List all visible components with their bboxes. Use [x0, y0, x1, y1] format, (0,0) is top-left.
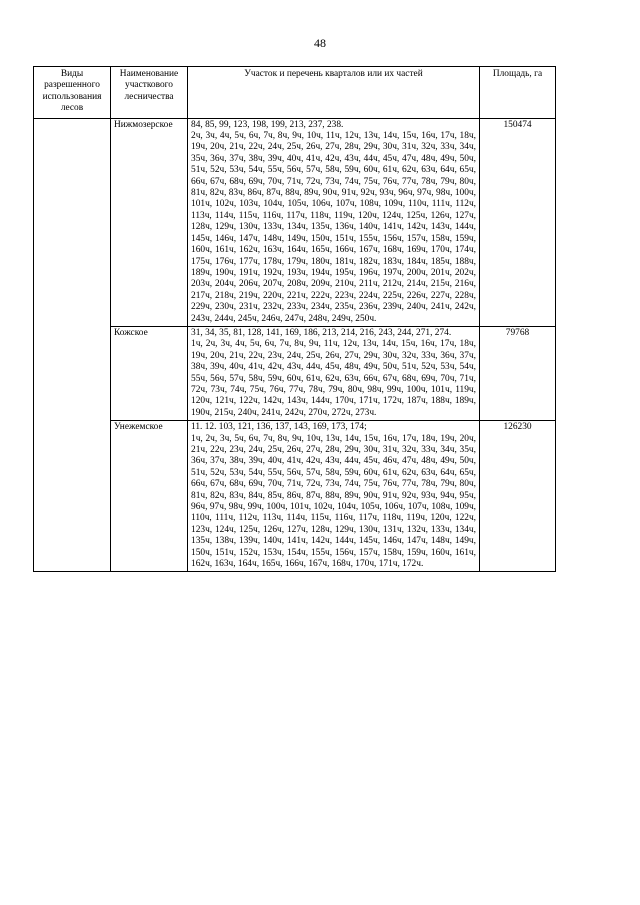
header-quarters-list: Участок и перечень кварталов или их частей [188, 67, 480, 119]
partial-quarters-text: 1ч, 2ч, 3ч, 5ч, 6ч, 7ч, 8ч, 9ч, 10ч, 13ч, 14ч, 15ч, 16ч, 17ч, 18ч, 19ч, 20ч, 21ч, 22ч, 23ч, 24ч, 25ч, 26ч, 27ч, 28ч, 29ч, 30ч, 31ч, 32ч, 33ч, 34ч, 35ч, 36ч, 37ч, 38ч, 39ч, 40ч, 41ч, 42ч, 43ч, 44ч, 45ч, 46ч, 47ч, 48ч, 49ч, 50ч, 51ч, 52ч, 53ч, 54ч, 55ч, 56ч, 57ч, 58ч, 59ч, 60ч, 61ч, 62ч, 63ч, 64ч, 65ч, 66ч, 67ч, 68ч, 69ч, 70ч, 71ч, 72ч, 73ч, 74ч, 75ч, 76ч, 77ч, 78ч, 79ч, 80ч, 81ч, 82ч, 83ч, 84ч, 85ч, 86ч, 87ч, 88ч, 89ч, 90ч, 91ч, 92ч, 93ч, 94ч, 95ч, 96ч, 97ч, 98ч, 99ч, 100ч, 101ч, 102ч, 104ч, 105ч, 106ч, 107ч, 108ч, 109ч, 110ч, 111ч, 112ч, 113ч, 114ч, 115ч, 116ч, 117ч, 118ч, 119ч, 120ч, 122ч, 123ч, 124ч, 125ч, 126ч, 127ч, 128ч, 129ч, 130ч, 131ч, 132ч, 133ч, 134ч, 135ч, 138ч, 139ч, 140ч, 141ч, 142ч, 144ч, 145ч, 146ч, 147ч, 148ч, 149ч, 150ч, 151ч, 152ч, 153ч, 154ч, 155ч, 156ч, 157ч, 158ч, 159ч, 160ч, 161ч, 162ч, 163ч, 164ч, 165ч, 166ч, 167ч, 168ч, 170ч, 171ч, 172ч. [191, 433, 476, 570]
table-header-row [34, 67, 556, 119]
forestry-name-cell: Унежемское [111, 421, 188, 572]
forest-quarters-table [33, 66, 556, 572]
page-number: 48 [314, 36, 326, 50]
quarters-cell [188, 421, 480, 572]
table-row [34, 326, 556, 420]
header-area: Площадь, га [480, 67, 556, 119]
whole-quarters-text: 11. 12. 103, 121, 136, 137, 143, 169, 173, 174; [191, 422, 367, 433]
forestry-name-cell: Кожское [111, 326, 188, 420]
usage-type-cell [34, 118, 111, 572]
quarters-cell [188, 118, 480, 326]
header-usage-type: Виды разрешенного использования лесов [34, 67, 111, 119]
whole-quarters-text: 84, 85, 99, 123, 198, 199, 213, 237, 238. [191, 119, 344, 130]
table-row [34, 118, 556, 326]
whole-quarters-text: 31, 34, 35, 81, 128, 141, 169, 186, 213, 214, 216, 243, 244, 271, 274. [191, 327, 452, 338]
header-forestry-name: Наименование участкового лесничества [111, 67, 188, 119]
table-row [34, 421, 556, 572]
area-cell: 150474 [480, 118, 556, 326]
area-cell: 126230 [480, 421, 556, 572]
forestry-name-cell: Нижмозерское [111, 118, 188, 326]
area-cell: 79768 [480, 326, 556, 420]
partial-quarters-text: 1ч, 2ч, 3ч, 4ч, 5ч, 6ч, 7ч, 8ч, 9ч, 11ч, 12ч, 13ч, 14ч, 15ч, 16ч, 17ч, 18ч, 19ч, 20ч, 21ч, 22ч, 23ч, 24ч, 25ч, 26ч, 27ч, 29ч, 30ч, 32ч, 33ч, 36ч, 37ч, 38ч, 39ч, 40ч, 41ч, 42ч, 43ч, 44ч, 45ч, 48ч, 49ч, 50ч, 51ч, 52ч, 53ч, 54ч, 55ч, 56ч, 57ч, 58ч, 59ч, 60ч, 61ч, 62ч, 63ч, 66ч, 67ч, 68ч, 69ч, 70ч, 71ч, 72ч, 73ч, 74ч, 75ч, 76ч, 77ч, 78ч, 79ч, 80ч, 98ч, 99ч, 100ч, 101ч, 119ч, 120ч, 121ч, 122ч, 142ч, 143ч, 144ч, 170ч, 171ч, 172ч, 187ч, 188ч, 189ч, 190ч, 215ч, 240ч, 241ч, 242ч, 270ч, 272ч, 273ч. [191, 339, 476, 418]
quarters-cell [188, 326, 480, 420]
partial-quarters-text: 2ч, 3ч, 4ч, 5ч, 6ч, 7ч, 8ч, 9ч, 10ч, 11ч, 12ч, 13ч, 14ч, 15ч, 16ч, 17ч, 18ч, 19ч, 20ч, 21ч, 22ч, 24ч, 25ч, 26ч, 27ч, 28ч, 29ч, 30ч, 31ч, 32ч, 33ч, 34ч, 35ч, 36ч, 37ч, 38ч, 39ч, 40ч, 41ч, 42ч, 43ч, 44ч, 45ч, 47ч, 48ч, 49ч, 50ч, 51ч, 52ч, 53ч, 54ч, 55ч, 56ч, 57ч, 58ч, 59ч, 60ч, 61ч, 62ч, 63ч, 64ч, 65ч, 66ч, 67ч, 68ч, 69ч, 70ч, 71ч, 72ч, 73ч, 74ч, 75ч, 76ч, 77ч, 78ч, 79ч, 80ч, 81ч, 82ч, 83ч, 86ч, 87ч, 88ч, 89ч, 90ч, 91ч, 92ч, 93ч, 96ч, 97ч, 98ч, 100ч, 101ч, 102ч, 103ч, 104ч, 105ч, 106ч, 107ч, 108ч, 109ч, 110ч, 111ч, 112ч, 113ч, 114ч, 115ч, 116ч, 117ч, 118ч, 119ч, 120ч, 124ч, 125ч, 126ч, 127ч, 128ч, 129ч, 130ч, 133ч, 134ч, 135ч, 136ч, 140ч, 141ч, 142ч, 143ч, 144ч, 145ч, 146ч, 147ч, 148ч, 149ч, 150ч, 151ч, 155ч, 156ч, 157ч, 158ч, 159ч, 160ч, 161ч, 162ч, 163ч, 164ч, 165ч, 166ч, 167ч, 168ч, 169ч, 170ч, 174ч, 175ч, 176ч, 177ч, 178ч, 179ч, 180ч, 181ч, 182ч, 183ч, 184ч, 185ч, 188ч, 189ч, 190ч, 191ч, 192ч, 193ч, 194ч, 195ч, 196ч, 197ч, 200ч, 201ч, 202ч, 203ч, 204ч, 206ч, 207ч, 208ч, 209ч, 210ч, 211ч, 212ч, 214ч, 215ч, 216ч, 217ч, 218ч, 219ч, 220ч, 221ч, 222ч, 223ч, 224ч, 225ч, 226ч, 227ч, 228ч, 229ч, 230ч, 231ч, 232ч, 233ч, 234ч, 235ч, 236ч, 239ч, 240ч, 241ч, 242ч, 243ч, 244ч, 245ч, 246ч, 247ч, 248ч, 249ч, 250ч. [191, 131, 476, 324]
